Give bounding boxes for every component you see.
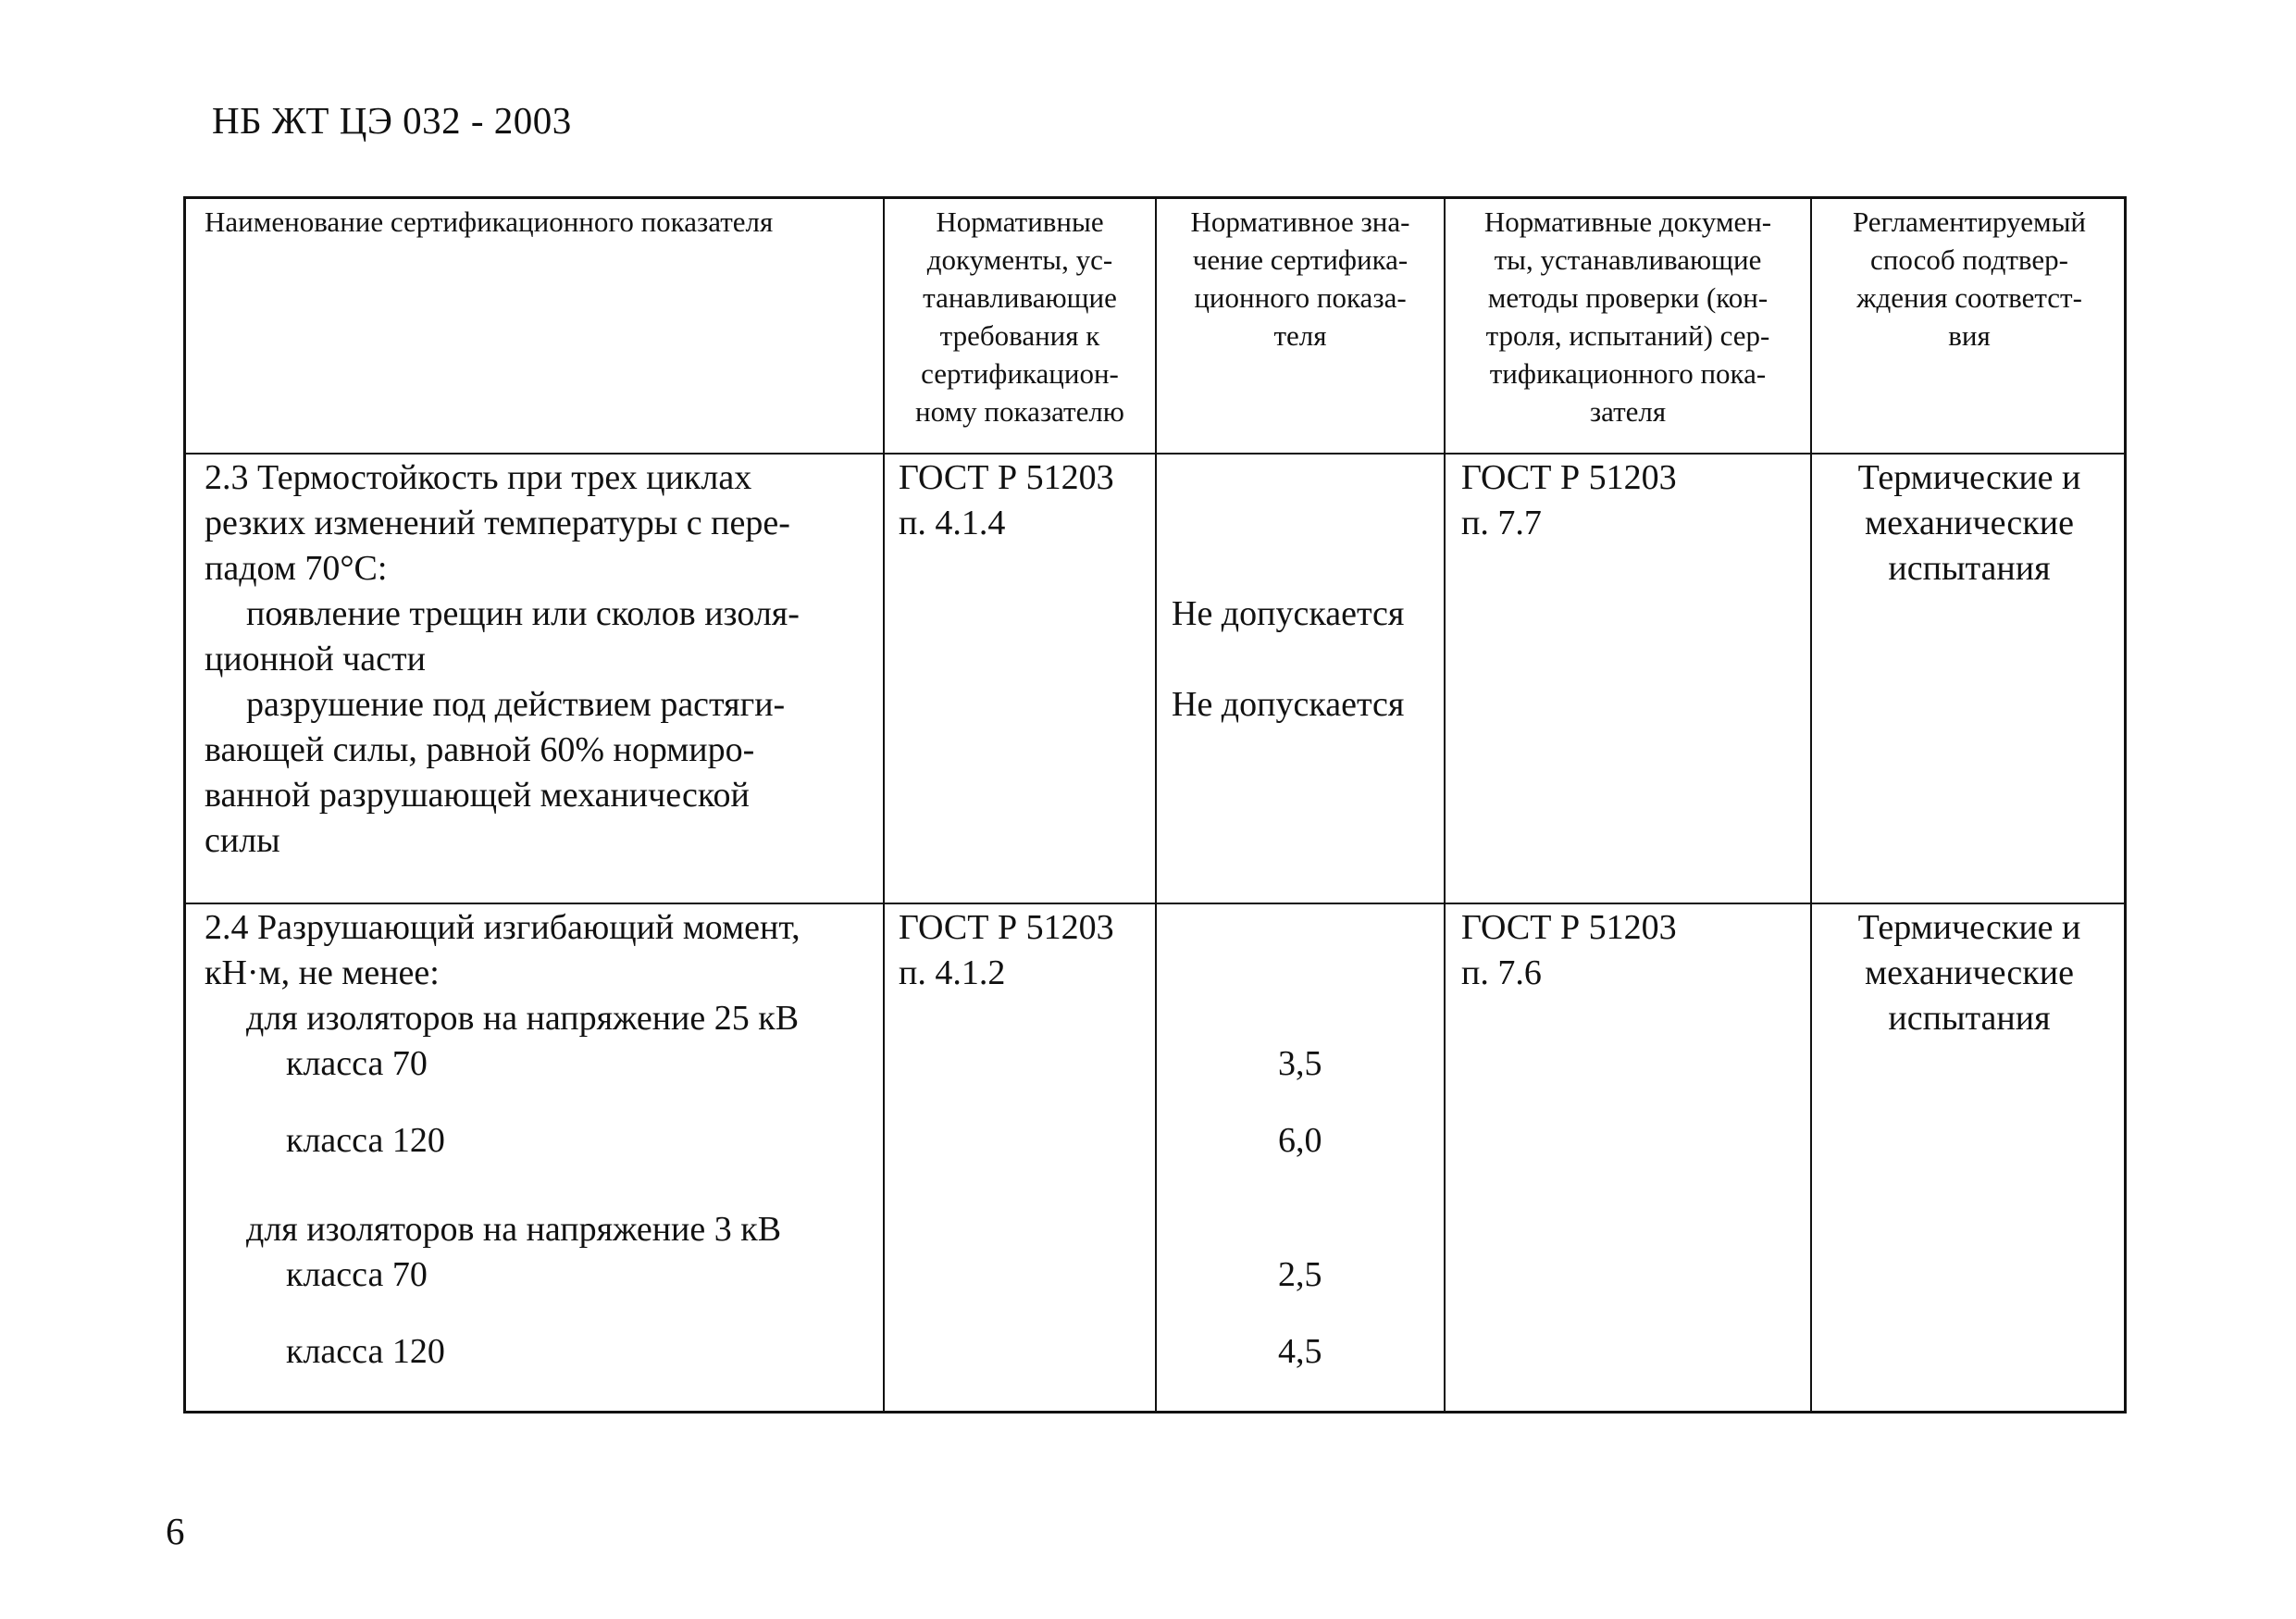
- row-2-4-method-docs: [1461, 905, 1804, 996]
- row-2-4-name-line: для изоляторов на напряжение 3 кВ: [246, 1210, 782, 1249]
- row-2-4-value-3kv-class120: 4,5: [1278, 1332, 1322, 1371]
- clause-reference: п. 4.1.2: [899, 953, 1006, 992]
- indicator-line: силы: [205, 821, 280, 860]
- gost-reference: ГОСТ Р 51203: [1461, 458, 1677, 497]
- row-2-4-confirmation: [1812, 905, 2127, 1041]
- indicator-line: 2.3 Термостойкость при трех циклах: [205, 458, 752, 497]
- header-confirmation-method: Регламентируемый способ подтвер- ждения соответст- вия: [1852, 205, 2087, 352]
- header-method-docs: Нормативные докумен- ты, устанавливающие методы проверки (кон- троля, испытаний) сер- тификационного пока- зателя: [1483, 205, 1772, 428]
- indicator-line: появление трещин или сколов изоля-: [246, 594, 800, 633]
- indicator-line: ванной разрушающей механической: [205, 776, 750, 815]
- header-normative-value: Нормативное зна- чение сертифика- ционного показа- теля: [1190, 205, 1410, 352]
- confirmation-line: механические: [1865, 504, 2074, 542]
- row-divider: [186, 903, 2124, 904]
- row-2-3-confirmation: [1812, 455, 2127, 592]
- gost-reference: ГОСТ Р 51203: [899, 908, 1114, 947]
- row-2-3-name: [205, 455, 880, 864]
- row-2-4-value-25kv-class120: 6,0: [1278, 1121, 1322, 1160]
- row-2-4-name-line: для изоляторов на напряжение 25 кВ: [246, 999, 800, 1038]
- column-divider: [1155, 199, 1157, 1411]
- row-2-4-name-line: класса 120: [286, 1332, 445, 1371]
- column-divider: [1810, 199, 1812, 1411]
- row-2-3-value-destruction: Не допускается: [1172, 685, 1405, 724]
- indicator-line: ционной части: [205, 640, 426, 679]
- confirmation-line: Термические и: [1857, 458, 2081, 497]
- indicator-line: падом 70°С:: [205, 549, 388, 588]
- gost-reference: ГОСТ Р 51203: [1461, 908, 1677, 947]
- indicator-line: резких изменений температуры с пере-: [205, 504, 790, 542]
- document-code: НБ ЖТ ЦЭ 032 - 2003: [212, 99, 572, 142]
- confirmation-line: механические: [1865, 953, 2074, 992]
- row-2-4-value-25kv-class70: 3,5: [1278, 1044, 1322, 1083]
- row-divider: [186, 453, 2124, 455]
- row-2-4-name-line: 2.4 Разрушающий изгибающий момент,: [205, 908, 800, 947]
- clause-reference: п. 7.6: [1461, 953, 1542, 992]
- gost-reference: ГОСТ Р 51203: [899, 458, 1114, 497]
- row-2-3-method-docs: [1461, 455, 1804, 546]
- row-2-4-name-line: класса 120: [286, 1121, 445, 1160]
- row-2-4-name-line: кН·м, не менее:: [205, 953, 440, 992]
- confirmation-line: испытания: [1888, 549, 2051, 588]
- row-2-3-value-cracks: Не допускается: [1172, 594, 1405, 633]
- row-2-4-requirement-docs: [899, 905, 1158, 996]
- header-indicator-name: Наименование сертификационного показателя: [205, 205, 774, 238]
- header-requirement-docs: Нормативные документы, ус- танавливающие требования к сертификацион- ному показателю: [915, 205, 1124, 428]
- row-2-4-name-line: класса 70: [286, 1255, 428, 1294]
- row-2-4-name-line: класса 70: [286, 1044, 428, 1083]
- indicator-line: разрушение под действием растяги-: [246, 685, 786, 724]
- confirmation-line: испытания: [1888, 999, 2051, 1038]
- clause-reference: п. 4.1.4: [899, 504, 1006, 542]
- row-2-3-requirement-docs: [899, 455, 1158, 546]
- indicator-line: вающей силы, равной 60% нормиро-: [205, 730, 755, 769]
- page-number: 6: [166, 1510, 185, 1552]
- row-2-4-value-3kv-class70: 2,5: [1278, 1255, 1322, 1294]
- clause-reference: п. 7.7: [1461, 504, 1542, 542]
- confirmation-line: Термические и: [1857, 908, 2081, 947]
- certification-table: [183, 196, 2127, 1414]
